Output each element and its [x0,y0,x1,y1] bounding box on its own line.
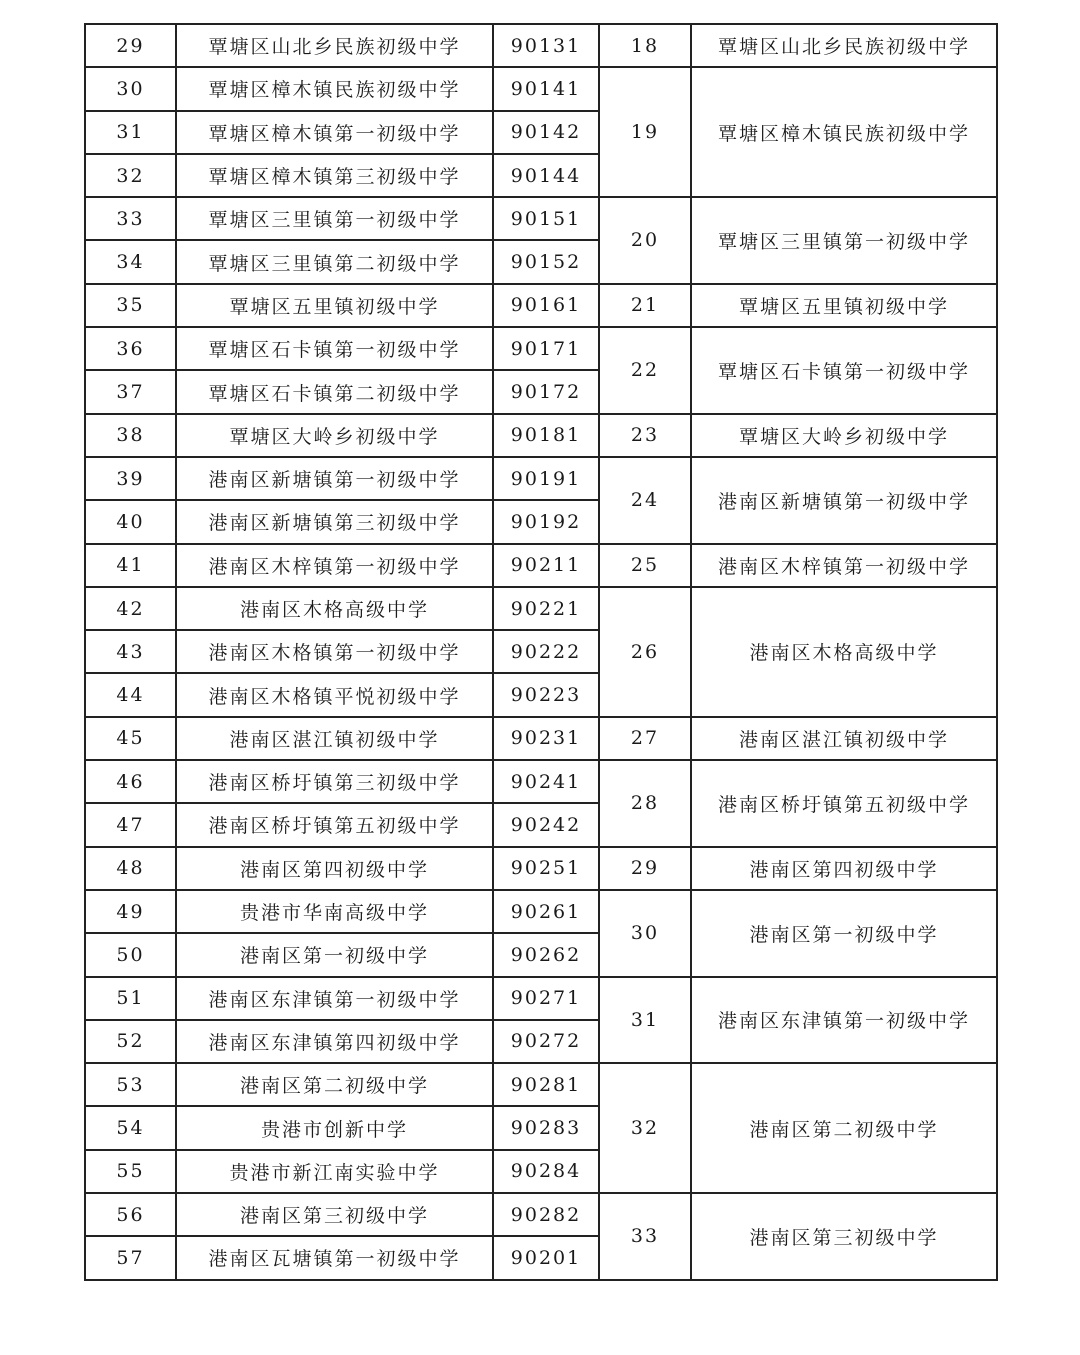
table-row [85,544,997,587]
venue-name: 覃塘区五里镇初级中学 [691,284,997,327]
school-code: 90284 [493,1150,599,1193]
row-number: 48 [85,847,176,890]
school-code: 90282 [493,1193,599,1236]
table-row [85,587,997,630]
row-number: 35 [85,284,176,327]
venue-name: 港南区第一初级中学 [691,890,997,977]
venue-name: 港南区第三初级中学 [691,1193,997,1280]
school-name: 港南区木格镇第一初级中学 [176,630,493,673]
school-name: 港南区湛江镇初级中学 [176,717,493,760]
school-code: 90172 [493,370,599,413]
school-name: 覃塘区大岭乡初级中学 [176,414,493,457]
school-name: 港南区第一初级中学 [176,933,493,976]
table-row [85,457,997,500]
row-number: 47 [85,803,176,846]
school-code: 90283 [493,1106,599,1149]
row-number: 42 [85,587,176,630]
row-number: 44 [85,673,176,716]
venue-name: 港南区新塘镇第一初级中学 [691,457,997,544]
school-code: 90223 [493,673,599,716]
school-code: 90171 [493,327,599,370]
table-row [85,890,997,933]
table-row [85,760,997,803]
school-venue-table [84,23,998,1281]
school-code: 90272 [493,1020,599,1063]
table-row [85,284,997,327]
school-name: 覃塘区石卡镇第二初级中学 [176,370,493,413]
school-code: 90142 [493,111,599,154]
school-code: 90181 [493,414,599,457]
venue-number: 18 [599,24,691,67]
school-name: 港南区桥圩镇第五初级中学 [176,803,493,846]
school-code: 90201 [493,1236,599,1279]
venue-number: 23 [599,414,691,457]
school-name: 港南区木格镇平悦初级中学 [176,673,493,716]
school-name: 港南区木梓镇第一初级中学 [176,544,493,587]
school-code: 90161 [493,284,599,327]
row-number: 39 [85,457,176,500]
school-name: 覃塘区樟木镇民族初级中学 [176,67,493,110]
venue-name: 覃塘区山北乡民族初级中学 [691,24,997,67]
venue-number: 28 [599,760,691,847]
school-code: 90144 [493,154,599,197]
row-number: 31 [85,111,176,154]
school-name: 覃塘区山北乡民族初级中学 [176,24,493,67]
venue-name: 覃塘区三里镇第一初级中学 [691,197,997,284]
school-code: 90271 [493,977,599,1020]
venue-number: 19 [599,67,691,197]
table-row [85,67,997,110]
row-number: 53 [85,1063,176,1106]
school-name: 港南区第三初级中学 [176,1193,493,1236]
school-code: 90261 [493,890,599,933]
school-code: 90192 [493,500,599,543]
school-name: 覃塘区樟木镇第一初级中学 [176,111,493,154]
table-body [85,24,997,1280]
venue-name: 港南区木格高级中学 [691,587,997,717]
row-number: 50 [85,933,176,976]
row-number: 37 [85,370,176,413]
row-number: 32 [85,154,176,197]
row-number: 57 [85,1236,176,1279]
row-number: 41 [85,544,176,587]
row-number: 29 [85,24,176,67]
venue-name: 覃塘区石卡镇第一初级中学 [691,327,997,414]
school-name: 覃塘区五里镇初级中学 [176,284,493,327]
row-number: 36 [85,327,176,370]
row-number: 40 [85,500,176,543]
school-name: 贵港市新江南实验中学 [176,1150,493,1193]
school-name: 贵港市华南高级中学 [176,890,493,933]
school-name: 港南区新塘镇第一初级中学 [176,457,493,500]
venue-number: 27 [599,717,691,760]
school-code: 90221 [493,587,599,630]
row-number: 56 [85,1193,176,1236]
venue-number: 30 [599,890,691,977]
school-name: 覃塘区三里镇第二初级中学 [176,240,493,283]
venue-number: 24 [599,457,691,544]
school-name: 覃塘区三里镇第一初级中学 [176,197,493,240]
row-number: 54 [85,1106,176,1149]
row-number: 51 [85,977,176,1020]
row-number: 30 [85,67,176,110]
school-code: 90151 [493,197,599,240]
venue-number: 25 [599,544,691,587]
venue-number: 31 [599,977,691,1064]
school-code: 90251 [493,847,599,890]
school-name: 覃塘区樟木镇第三初级中学 [176,154,493,197]
row-number: 33 [85,197,176,240]
school-code: 90191 [493,457,599,500]
row-number: 38 [85,414,176,457]
venue-name: 港南区东津镇第一初级中学 [691,977,997,1064]
row-number: 45 [85,717,176,760]
school-name: 港南区木格高级中学 [176,587,493,630]
venue-name: 港南区木梓镇第一初级中学 [691,544,997,587]
school-code: 90222 [493,630,599,673]
venue-number: 29 [599,847,691,890]
school-name: 港南区新塘镇第三初级中学 [176,500,493,543]
school-name: 港南区第四初级中学 [176,847,493,890]
school-name: 覃塘区石卡镇第一初级中学 [176,327,493,370]
school-code: 90211 [493,544,599,587]
venue-name: 港南区桥圩镇第五初级中学 [691,760,997,847]
table-row [85,1193,997,1236]
school-code: 90152 [493,240,599,283]
school-code: 90241 [493,760,599,803]
table-row [85,414,997,457]
school-code: 90281 [493,1063,599,1106]
row-number: 49 [85,890,176,933]
table-row [85,1063,997,1106]
row-number: 46 [85,760,176,803]
school-name: 港南区东津镇第一初级中学 [176,977,493,1020]
school-name: 港南区第二初级中学 [176,1063,493,1106]
school-code: 90242 [493,803,599,846]
venue-name: 覃塘区大岭乡初级中学 [691,414,997,457]
school-code: 90262 [493,933,599,976]
venue-number: 21 [599,284,691,327]
row-number: 34 [85,240,176,283]
table-row [85,977,997,1020]
school-name: 港南区东津镇第四初级中学 [176,1020,493,1063]
school-code: 90131 [493,24,599,67]
school-code: 90141 [493,67,599,110]
school-code: 90231 [493,717,599,760]
venue-number: 26 [599,587,691,717]
table-row [85,717,997,760]
school-name: 贵港市创新中学 [176,1106,493,1149]
venue-name: 港南区第二初级中学 [691,1063,997,1193]
table-row [85,24,997,67]
venue-name: 港南区湛江镇初级中学 [691,717,997,760]
venue-name: 港南区第四初级中学 [691,847,997,890]
venue-number: 20 [599,197,691,284]
row-number: 55 [85,1150,176,1193]
venue-name: 覃塘区樟木镇民族初级中学 [691,67,997,197]
table-row [85,197,997,240]
row-number: 43 [85,630,176,673]
table-row [85,327,997,370]
school-name: 港南区瓦塘镇第一初级中学 [176,1236,493,1279]
row-number: 52 [85,1020,176,1063]
table-row [85,847,997,890]
venue-number: 32 [599,1063,691,1193]
school-name: 港南区桥圩镇第三初级中学 [176,760,493,803]
venue-number: 22 [599,327,691,414]
venue-number: 33 [599,1193,691,1280]
